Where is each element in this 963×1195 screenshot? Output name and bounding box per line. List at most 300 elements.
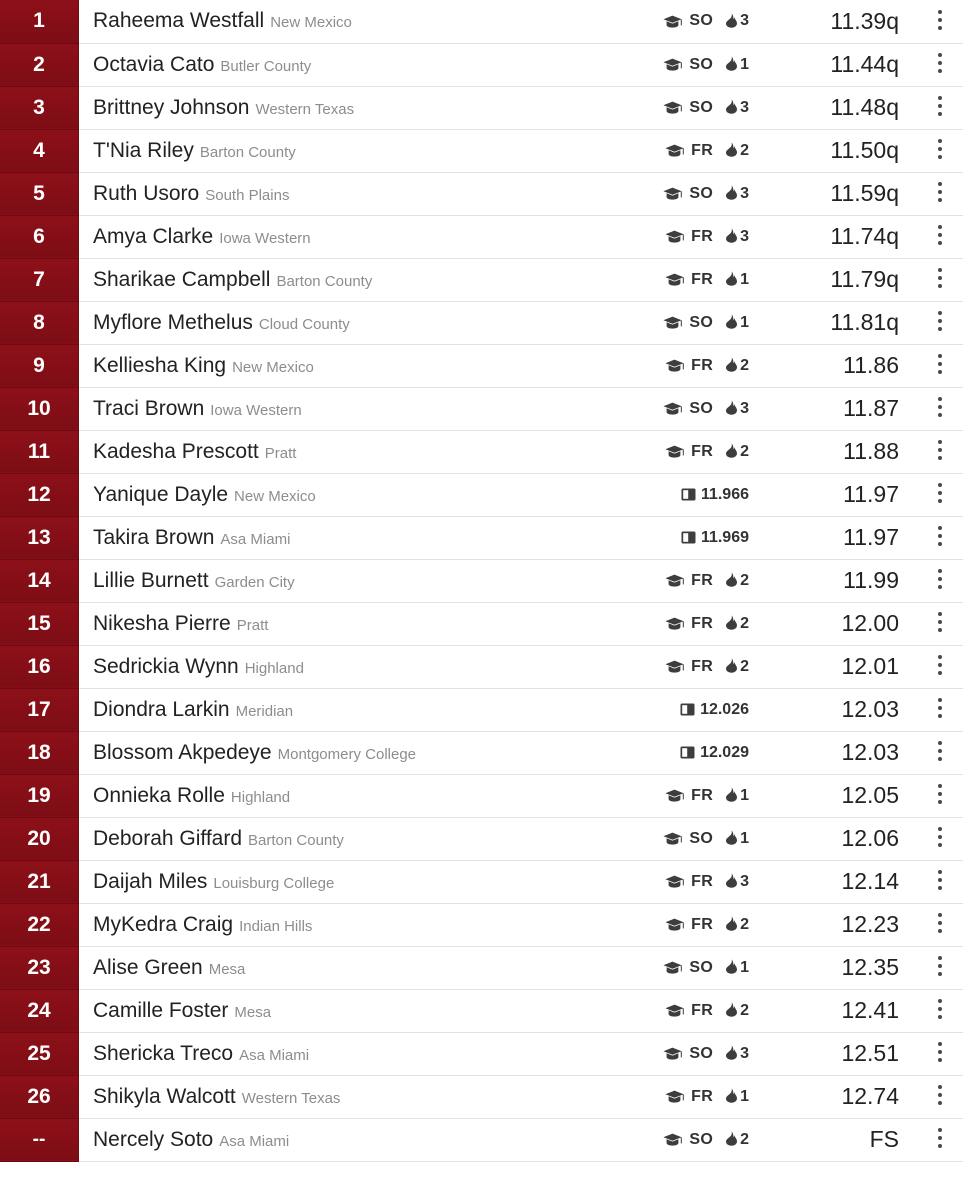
meta-cell [499,1075,759,1118]
table-row[interactable] [0,774,963,817]
card-icon [681,531,696,544]
table-row[interactable] [0,1032,963,1075]
athlete-team[interactable]: Barton County [248,831,344,849]
athlete-name[interactable]: Blossom Akpedeye [93,740,272,764]
athlete-team[interactable]: New Mexico [270,14,352,32]
place-cell: 11 [0,430,79,473]
athlete-team[interactable]: Iowa Western [210,401,302,419]
athlete-cell[interactable] [79,0,500,43]
athlete-team[interactable]: Pratt [236,616,269,634]
place-cell: 26 [0,1075,79,1118]
athlete-team[interactable]: Mesa [234,1003,272,1021]
athlete-name[interactable]: Onnieka Rolle [93,783,225,807]
athlete-team[interactable]: Asa Miami [239,1046,310,1064]
class-year: SO [689,829,714,847]
meta-cell [499,817,759,860]
athlete-team[interactable]: Highland [230,788,291,806]
meta-cell [499,602,759,645]
meta-cell [499,0,759,43]
flame-icon [725,228,738,243]
athlete-team[interactable]: Highland [244,659,304,677]
place-cell: 25 [0,1032,79,1075]
graduation-cap-icon [665,1090,684,1103]
class-year: SO [689,399,714,417]
meta-cell [499,989,759,1032]
row-menu-cell[interactable] [917,1075,963,1118]
athlete-cell[interactable] [79,344,500,387]
place-cell: 19 [0,774,79,817]
table-row[interactable] [0,688,963,731]
athlete-name[interactable]: Ruth Usoro [93,181,200,205]
athlete-cell[interactable] [79,1032,500,1075]
athlete-team[interactable]: Asa Miami [219,1132,290,1150]
athlete-cell[interactable] [79,301,500,344]
athlete-cell[interactable] [79,516,500,559]
athlete-cell[interactable] [79,559,500,602]
kebab-menu-icon[interactable] [929,1124,951,1150]
athlete-team[interactable]: Asa Miami [220,530,291,548]
row-menu-cell[interactable] [917,645,963,688]
kebab-menu-icon[interactable] [929,1038,951,1064]
class-year: FR [691,356,714,374]
athlete-name[interactable]: Octavia Cato [93,52,215,76]
heat-number: 3 [740,12,749,30]
athlete-cell[interactable] [79,473,500,516]
table-row[interactable] [0,430,963,473]
graduation-cap-icon [665,359,684,372]
athlete-cell[interactable] [79,387,500,430]
class-year: FR [691,227,714,245]
table-row[interactable] [0,559,963,602]
place-cell: 13 [0,516,79,559]
meta-cell [499,387,759,430]
athlete-cell[interactable] [79,860,500,903]
kebab-menu-icon[interactable] [929,178,951,204]
kebab-menu-icon[interactable] [929,307,951,333]
heat-number: 2 [740,1130,749,1148]
athlete-name[interactable]: Nercely Soto [93,1127,214,1151]
meta-cell [499,86,759,129]
mark-cell: 11.44q [759,43,917,86]
row-menu-cell[interactable] [917,731,963,774]
table-row[interactable] [0,43,963,86]
athlete-cell[interactable] [79,43,500,86]
athlete-name[interactable]: Takira Brown [93,525,215,549]
athlete-team[interactable]: Iowa Western [219,229,311,247]
flame-icon [725,658,738,673]
row-menu-cell[interactable] [917,1032,963,1075]
heat-number: 2 [740,657,749,675]
table-row[interactable] [0,903,963,946]
row-menu-cell[interactable] [917,344,963,387]
mark-cell: 12.05 [759,774,917,817]
table-row[interactable] [0,860,963,903]
flame-icon [725,400,738,415]
flame-icon [725,185,738,200]
place-cell: 21 [0,860,79,903]
table-row[interactable] [0,645,963,688]
table-row[interactable] [0,215,963,258]
athlete-cell[interactable] [79,774,500,817]
athlete-team[interactable]: Butler County [220,57,312,75]
athlete-cell[interactable] [79,1075,500,1118]
table-row[interactable] [0,129,963,172]
athlete-name[interactable]: Lillie Burnett [93,568,209,592]
mark-cell: 12.74 [759,1075,917,1118]
athlete-cell[interactable] [79,129,500,172]
table-footer-strip [0,1162,963,1192]
athlete-team[interactable]: Western Texas [255,100,355,118]
kebab-menu-icon[interactable] [929,565,951,591]
mark-cell: 12.01 [759,645,917,688]
table-row[interactable] [0,344,963,387]
place-cell: 24 [0,989,79,1032]
graduation-cap-icon [665,230,684,243]
kebab-menu-icon[interactable] [929,823,951,849]
place-cell: 12 [0,473,79,516]
graduation-cap-icon [665,789,684,802]
kebab-menu-icon[interactable] [929,436,951,462]
row-menu-cell[interactable] [917,516,963,559]
flame-icon [725,830,738,845]
table-row[interactable] [0,0,963,43]
meta-cell [499,731,759,774]
graduation-cap-icon [665,273,684,286]
class-year: FR [691,270,714,288]
heat-number: 1 [740,829,749,847]
athlete-name[interactable]: Diondra Larkin [93,697,230,721]
graduation-cap-icon [665,617,684,630]
flame-icon [725,357,738,372]
meta-cell [499,688,759,731]
athlete-team[interactable]: South Plains [205,186,290,204]
athlete-team[interactable]: Louisburg College [213,874,335,892]
athlete-name[interactable]: Traci Brown [93,396,205,420]
row-menu-cell[interactable] [917,559,963,602]
fat-time: 11.969 [700,528,749,546]
athlete-name[interactable]: Daijah Miles [93,869,208,893]
meta-cell [499,1118,759,1161]
athlete-name[interactable]: Camille Foster [93,998,229,1022]
class-year: SO [689,55,714,73]
heat-number: 3 [740,184,749,202]
place-cell: 16 [0,645,79,688]
heat-number: 2 [740,571,749,589]
athlete-name[interactable]: Shikyla Walcott [93,1084,236,1108]
class-year: FR [691,786,714,804]
mark-cell: 12.03 [759,688,917,731]
heat-number: 2 [740,141,749,159]
table-row[interactable] [0,731,963,774]
class-year: SO [689,958,714,976]
meta-cell [499,129,759,172]
kebab-menu-icon[interactable] [929,608,951,634]
meta-cell [499,258,759,301]
mark-cell: 11.86 [759,344,917,387]
card-icon [681,488,696,501]
heat-number: 2 [740,614,749,632]
flame-icon [725,1131,738,1146]
table-row[interactable] [0,258,963,301]
card-icon [680,746,695,759]
row-menu-cell[interactable] [917,1118,963,1161]
table-row[interactable] [0,387,963,430]
place-cell: 5 [0,172,79,215]
kebab-menu-icon[interactable] [929,479,951,505]
table-row[interactable] [0,473,963,516]
athlete-team[interactable]: Cloud County [258,315,350,333]
place-cell: 4 [0,129,79,172]
kebab-menu-icon[interactable] [929,522,951,548]
athlete-name[interactable]: Shericka Treco [93,1041,234,1065]
graduation-cap-icon [663,101,682,114]
heat-number: 2 [740,442,749,460]
row-menu-cell[interactable] [917,903,963,946]
table-row[interactable] [0,1075,963,1118]
place-cell: 22 [0,903,79,946]
class-year: SO [689,98,714,116]
row-menu-cell[interactable] [917,473,963,516]
class-year: SO [689,1130,714,1148]
table-row[interactable] [0,86,963,129]
kebab-menu-icon[interactable] [929,737,951,763]
athlete-name[interactable]: Raheema Westfall [93,9,265,33]
row-menu-cell[interactable] [917,946,963,989]
fat-time: 11.966 [700,485,749,503]
flame-icon [725,314,738,329]
athlete-cell[interactable] [79,258,500,301]
row-menu-cell[interactable] [917,602,963,645]
flame-icon [725,916,738,931]
meta-cell [499,215,759,258]
athlete-cell[interactable] [79,172,500,215]
heat-number: 3 [740,98,749,116]
athlete-name[interactable]: Alise Green [93,955,203,979]
athlete-team[interactable]: Garden City [214,573,295,591]
row-menu-cell[interactable] [917,430,963,473]
class-year: SO [689,313,714,331]
mark-cell: 11.99 [759,559,917,602]
heat-number: 1 [740,958,749,976]
row-menu-cell[interactable] [917,774,963,817]
row-menu-cell[interactable] [917,301,963,344]
flame-icon [725,873,738,888]
meta-cell [499,516,759,559]
kebab-menu-icon[interactable] [929,221,951,247]
mark-cell: 11.88 [759,430,917,473]
athlete-cell[interactable] [79,989,500,1032]
mark-cell: 11.97 [759,473,917,516]
flame-icon [725,1088,738,1103]
graduation-cap-icon [663,961,682,974]
place-cell: 20 [0,817,79,860]
class-year: SO [689,12,714,30]
heat-number: 1 [740,1087,749,1105]
athlete-team[interactable]: Western Texas [241,1089,341,1107]
meta-cell [499,1032,759,1075]
row-menu-cell[interactable] [917,860,963,903]
flame-icon [725,99,738,114]
athlete-team[interactable]: New Mexico [234,487,316,505]
place-cell: 3 [0,86,79,129]
mark-cell: 12.41 [759,989,917,1032]
place-cell: 17 [0,688,79,731]
kebab-menu-icon[interactable] [929,952,951,978]
athlete-cell[interactable] [79,1118,500,1161]
table-row[interactable] [0,989,963,1032]
athlete-cell[interactable] [79,215,500,258]
kebab-menu-icon[interactable] [929,264,951,290]
athlete-cell[interactable] [79,645,500,688]
athlete-name[interactable]: Kadesha Prescott [93,439,259,463]
row-menu-cell[interactable] [917,86,963,129]
athlete-team[interactable]: Mesa [208,960,246,978]
table-row[interactable] [0,172,963,215]
place-cell: 10 [0,387,79,430]
graduation-cap-icon [665,1004,684,1017]
row-menu-cell[interactable] [917,172,963,215]
place-cell: 1 [0,0,79,43]
row-menu-cell[interactable] [917,989,963,1032]
athlete-name[interactable]: Myflore Methelus [93,310,253,334]
row-menu-cell[interactable] [917,688,963,731]
graduation-cap-icon [665,445,684,458]
athlete-name[interactable]: Amya Clarke [93,224,214,248]
place-cell: 23 [0,946,79,989]
heat-number: 1 [740,313,749,331]
class-year: FR [691,872,714,890]
meta-cell [499,43,759,86]
athlete-name[interactable]: T'Nia Riley [93,138,194,162]
athlete-team[interactable]: Barton County [199,143,296,161]
kebab-menu-icon[interactable] [929,780,951,806]
athlete-name[interactable]: Sharikae Campbell [93,267,271,291]
flame-icon [725,1045,738,1060]
row-menu-cell[interactable] [917,387,963,430]
athlete-name[interactable]: Kelliesha King [93,353,227,377]
athlete-cell[interactable] [79,688,500,731]
kebab-menu-icon[interactable] [929,49,951,75]
heat-number: 2 [740,1001,749,1019]
athlete-cell[interactable] [79,903,500,946]
athlete-name[interactable]: MyKedra Craig [93,912,234,936]
place-cell: 6 [0,215,79,258]
athlete-team[interactable]: Indian Hills [239,917,313,935]
class-year: FR [691,1001,714,1019]
table-row[interactable] [0,1118,963,1161]
meta-cell [499,172,759,215]
athlete-cell[interactable] [79,430,500,473]
athlete-name[interactable]: Deborah Giffard [93,826,243,850]
athlete-team[interactable]: New Mexico [232,358,314,376]
athlete-cell[interactable] [79,946,500,989]
meta-cell [499,559,759,602]
heat-number: 1 [740,55,749,73]
row-menu-cell[interactable] [917,215,963,258]
class-year: FR [691,1087,714,1105]
mark-cell: 11.48q [759,86,917,129]
mark-cell: 11.74q [759,215,917,258]
athlete-name[interactable]: Sedrickia Wynn [93,654,239,678]
meta-cell [499,774,759,817]
kebab-menu-icon[interactable] [929,909,951,935]
kebab-menu-icon[interactable] [929,1081,951,1107]
table-row[interactable] [0,817,963,860]
place-cell: 2 [0,43,79,86]
mark-cell: 12.23 [759,903,917,946]
kebab-menu-icon[interactable] [929,393,951,419]
flame-icon [725,443,738,458]
kebab-menu-icon[interactable] [929,995,951,1021]
graduation-cap-icon [663,402,682,415]
fat-time: 12.029 [700,743,749,761]
place-cell: -- [0,1118,79,1161]
flame-icon [725,959,738,974]
graduation-cap-icon [663,832,682,845]
meta-cell [499,430,759,473]
table-footer-strip-inner [78,1162,156,1192]
athlete-name[interactable]: Brittney Johnson [93,95,250,119]
athlete-cell[interactable] [79,731,500,774]
mark-cell: 12.35 [759,946,917,989]
athlete-cell[interactable] [79,602,500,645]
flame-icon [725,1002,738,1017]
athlete-team[interactable]: Barton County [276,272,373,290]
row-menu-cell[interactable] [917,258,963,301]
row-menu-cell[interactable] [917,129,963,172]
flame-icon [725,56,738,71]
athlete-cell[interactable] [79,817,500,860]
athlete-cell[interactable] [79,86,500,129]
kebab-menu-icon[interactable] [929,350,951,376]
table-row[interactable] [0,301,963,344]
table-row[interactable] [0,516,963,559]
graduation-cap-icon [665,574,684,587]
row-menu-cell[interactable] [917,43,963,86]
place-cell: 7 [0,258,79,301]
table-row[interactable] [0,602,963,645]
graduation-cap-icon [663,316,682,329]
graduation-cap-icon [663,58,682,71]
kebab-menu-icon[interactable] [929,6,951,32]
kebab-menu-icon[interactable] [929,92,951,118]
kebab-menu-icon[interactable] [929,694,951,720]
graduation-cap-icon [663,15,682,28]
meta-cell [499,860,759,903]
row-menu-cell[interactable] [917,817,963,860]
table-row[interactable] [0,946,963,989]
flame-icon [725,271,738,286]
place-cell: 8 [0,301,79,344]
row-menu-cell[interactable] [917,0,963,43]
athlete-name[interactable]: Yanique Dayle [93,482,229,506]
athlete-team[interactable]: Montgomery College [277,745,417,763]
kebab-menu-icon[interactable] [929,135,951,161]
class-year: SO [689,184,714,202]
kebab-menu-icon[interactable] [929,651,951,677]
class-year: FR [691,442,714,460]
mark-cell: FS [759,1118,917,1161]
heat-number: 3 [740,872,749,890]
kebab-menu-icon[interactable] [929,866,951,892]
athlete-team[interactable]: Pratt [264,444,297,462]
heat-number: 1 [740,270,749,288]
class-year: FR [691,141,714,159]
mark-cell: 11.50q [759,129,917,172]
athlete-team[interactable]: Meridian [235,702,294,720]
flame-icon [725,142,738,157]
athlete-name[interactable]: Nikesha Pierre [93,611,231,635]
